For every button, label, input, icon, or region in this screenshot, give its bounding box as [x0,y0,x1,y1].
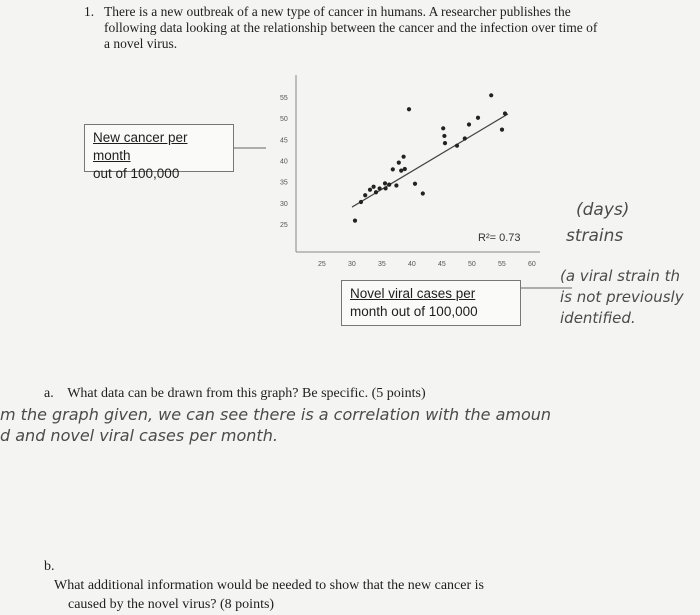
data-point [391,167,395,171]
data-point [421,191,425,195]
data-point [383,181,387,185]
y-tick-label: 55 [280,95,288,102]
data-point [455,144,459,148]
x-tick-label: 55 [498,261,506,268]
y-tick-label: 45 [280,137,288,145]
y-tick-label: 40 [280,158,288,166]
data-point [443,141,447,145]
subquestion-a [44,386,426,402]
subquestion-b [44,557,604,614]
handwritten-note [560,266,700,329]
x-label-line-2: month out of 100,000 [350,304,478,319]
data-point [413,182,417,186]
data-point [463,136,467,140]
data-point [397,161,401,165]
subquestion-b-text-1: What additional information would be needed to show that the new cancer is [54,578,484,593]
y-tick-labels [280,95,288,229]
data-point [368,188,372,192]
data-point [442,134,446,138]
data-point [441,126,445,130]
data-point [374,190,378,194]
data-point [503,111,507,115]
data-point [363,193,367,197]
data-point [467,122,471,126]
data-point [402,155,406,159]
data-point [407,107,411,111]
question-number: 1. [84,4,95,19]
subquestion-b-text-2: caused by the novel virus? (8 points) [68,597,275,612]
data-points [353,93,507,223]
subquestion-b-letter: b. [44,559,55,574]
data-point [372,185,376,189]
x-axis-label-box [341,280,521,326]
x-tick-labels [318,261,536,268]
y-tick-label: 30 [280,200,288,208]
handwritten-answer [0,404,700,446]
data-point [489,93,493,97]
x-tick-label: 40 [408,261,416,268]
note-line-1: (a viral strain th [560,267,681,285]
x-label-line-1: Novel viral cases per [350,286,476,301]
data-point [353,219,357,223]
subquestion-a-letter: a. [44,386,54,401]
r-squared-annotation: R²= 0.73 [478,232,521,244]
data-point [403,167,407,171]
x-tick-label: 50 [468,261,476,268]
x-tick-label: 35 [378,261,386,268]
question-line-1: There is a new outbreak of a new type of cancer in humans. A researcher publishes the [104,4,571,19]
x-tick-label: 60 [528,261,536,268]
question-line-2: following data looking at the relationship between the cancer and the infection over time of [104,20,598,35]
data-point [399,169,403,173]
note-line-2: is not previously [560,288,684,306]
y-tick-label: 25 [280,222,288,229]
x-tick-label: 25 [318,261,326,268]
y-label-line-1: New cancer per month [93,130,188,163]
handwritten-days: (days) [576,200,630,220]
data-point [387,183,391,187]
question-line-3: a novel virus. [104,36,178,51]
handwritten-strains: strains [566,226,624,246]
x-tick-label: 45 [438,261,446,268]
data-point [378,186,382,190]
data-point [394,183,398,187]
data-point [476,116,480,120]
x-tick-label: 30 [348,261,356,268]
y-axis-label-box [84,124,234,181]
y-tick-label: 35 [280,179,288,187]
answer-line-1: m the graph given, we can see there is a correlation with the amoun [0,405,552,424]
y-tick-label: 50 [280,116,288,124]
data-point [359,200,363,204]
data-point [384,186,388,190]
subquestion-b-line-1 [44,557,604,595]
answer-line-2: d and novel viral cases per month. [0,426,278,445]
y-label-line-2: out of 100,000 [93,166,180,181]
data-point [500,127,504,131]
note-line-3: identified. [560,309,636,327]
subquestion-a-text: What data can be drawn from this graph? Be specific. (5 points) [67,386,426,401]
